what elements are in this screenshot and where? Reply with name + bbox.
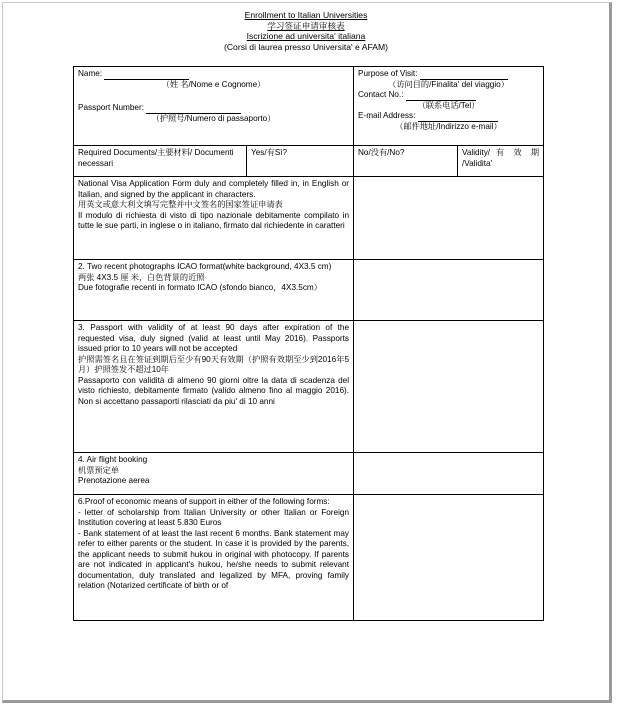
- column-header-row: [74, 146, 544, 177]
- document-row: [74, 177, 544, 260]
- title-subtitle: (Corsi di laurea presso Universita' e AFAM): [223, 41, 389, 52]
- column-yes: Yes/有Sì?: [247, 146, 354, 177]
- document-row: [74, 453, 544, 495]
- document-text-3: 3. Passport with validity of at least 90 days after expiration of the requested visa, duly signed (valid at least until May 2016). Passports issued prior to 10 years will not be accepted 护照需签名且在签证到期后至少有90天有效期（护照有效期至少到2016年5月）护照签发不超过10年 Passaporto con validità di almeno 90 giorni oltre la data di scadenza del visto richiesto, debitamente firmato (valido almeno fino al maggio 2016). Non si accettano passaporti rilasciati da piu' di 10 anni: [74, 321, 354, 453]
- column-required: Required Documents/主要材料/ Documenti necessari: [74, 146, 247, 177]
- name-sublabel: （姓 名/Nome e Cognome）: [161, 79, 266, 89]
- document-header: [3, 10, 609, 52]
- title-it: Iscrizione ad universita' italiana: [246, 31, 366, 41]
- contact-sublabel: （联系电话/Tel）: [417, 100, 480, 110]
- document-text-4: 4. Air flight booking 机票预定单 Prenotazione aerea: [74, 453, 354, 495]
- document-row: [74, 260, 544, 321]
- passport-sublabel: （护照号/Numero di passaporto）: [151, 113, 276, 123]
- purpose-sublabel: （访问目的/Finalita' del viaggio）: [388, 79, 509, 89]
- document-check-cell[interactable]: [354, 321, 544, 453]
- applicant-identity-cell: [74, 67, 354, 146]
- document-text-2: 2. Two recent photographs ICAO format(white background, 4X3.5 cm) 两张 4X3.5 厘 米，白色背景的近照 Due fotografie recenti in formato ICAO (sfondo bianco，4X3.5cm）: [74, 260, 354, 321]
- passport-label: Passport Number:: [78, 103, 144, 112]
- applicant-contact-cell: [354, 67, 544, 146]
- application-checklist-table: [73, 66, 544, 621]
- document-check-cell[interactable]: [354, 453, 544, 495]
- document-text-1: National Visa Application Form duly and completely filled in, in English or Italian, and signed by the applicant in characters. 用英文或意大利文填写完整并中文签名的国家签证申请表 Il modulo di richiesta di visto di tipo nazionale debitamente compilato in tutte le sue parti, in inglese o in italiano, firmato dal richiedente in caratteri: [74, 177, 354, 260]
- email-label: E-mail Address:: [358, 111, 416, 120]
- document-text-6: 6.Proof of economic means of support in either of the following forms: - letter of scholarship from Italian University or other Italian or Foreign Institution covering at least 5.830 Euros - Bank statement of at least the last recent 6 months. Bank statement may refer to either parents or the student. In case it is provided by the parents, the applicant needs to submit hukou in original with photocopy. If parents are not indicated in applicant's hukou, he/she needs to submit relevant documentation, duly translated and legalized by MFA, proving family relation (Notarized certificate of birth or of: [74, 495, 354, 621]
- email-field[interactable]: [418, 113, 498, 122]
- passport-field[interactable]: [146, 105, 241, 114]
- name-field[interactable]: [104, 71, 189, 80]
- document-check-cell[interactable]: [354, 177, 544, 260]
- document-row: [74, 321, 544, 453]
- name-label: Name:: [78, 69, 103, 78]
- purpose-label: Purpose of Visit:: [358, 69, 418, 78]
- email-sublabel: （邮件地址/Indirizzo e-mail）: [395, 121, 502, 131]
- column-no: No/没有/No?: [354, 146, 458, 177]
- contact-label: Contact No.:: [358, 90, 404, 99]
- document-check-cell[interactable]: [354, 260, 544, 321]
- document-row: [74, 495, 544, 621]
- applicant-info-row: [74, 67, 544, 146]
- title-en: Enrollment to Italian Universities: [244, 10, 368, 20]
- column-validity: Validity/ 有 效 期 /Validita': [458, 146, 544, 177]
- title-zh: 学习签证申请审核表: [267, 20, 345, 31]
- contact-field[interactable]: [406, 92, 476, 101]
- document-check-cell[interactable]: [354, 495, 544, 621]
- purpose-field[interactable]: [420, 71, 508, 80]
